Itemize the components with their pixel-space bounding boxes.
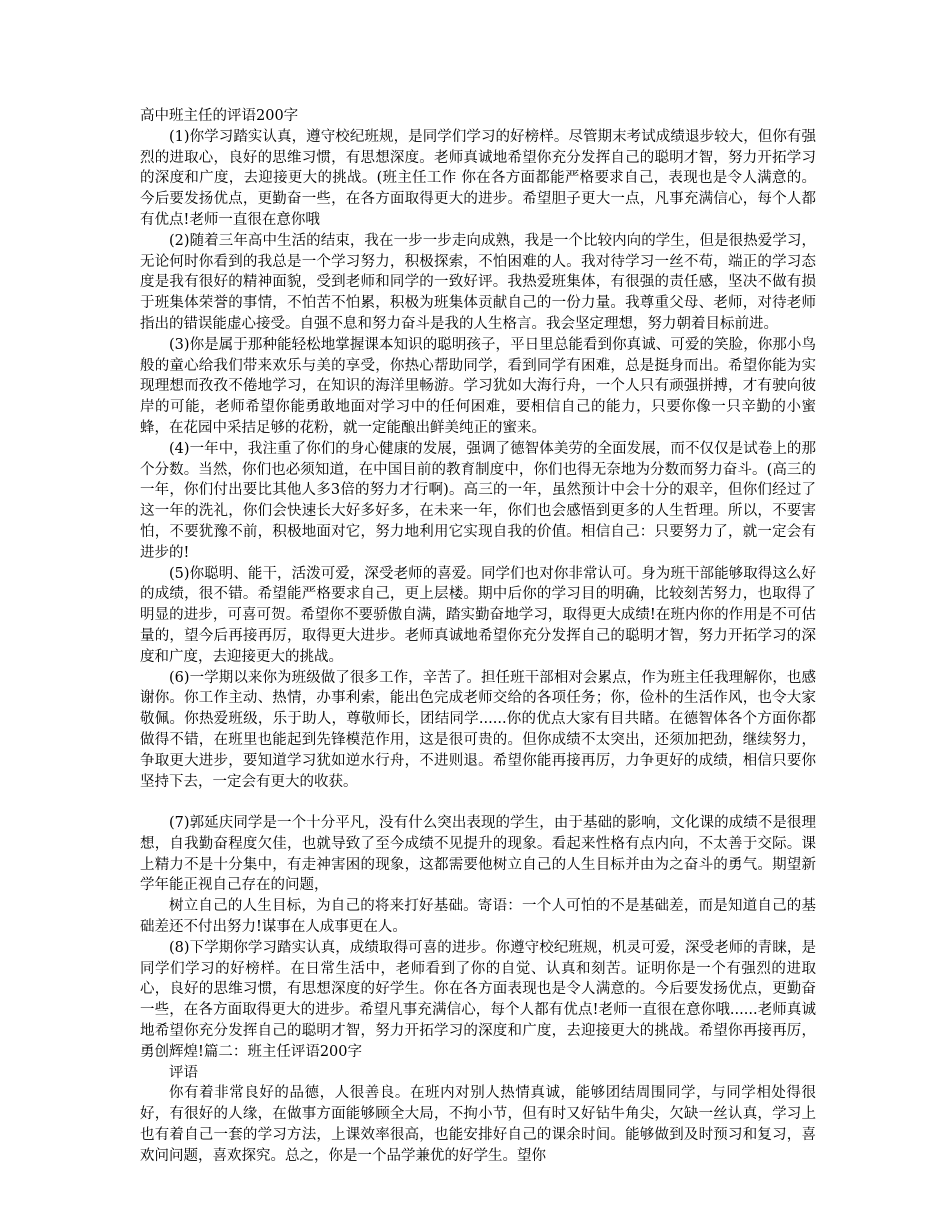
paragraph-2: (2)随着三年高中生活的结束，我在一步一步走向成熟，我是一个比较内向的学生，但是很热爱学习，无论何时你看到的我总是一个学习努力，积极探索，不怕困难的人。我对待学习一丝不苟，端正的学习态度是我有很好的精神面貌，受到老师和同学的一致好评。我热爱班集体，有很强的责任感，坚决不做有损于班集体荣誉的事情，不怕苦不怕累，积极为班集体贡献自己的一份力量。我尊重父母、老师，对待老师指出的错误能虚心接受。自强不息和努力奋斗是我的人生格言。我会坚定理想，努力朝着目标前进。 [140,232,816,332]
section-heading-comment: 评语 [169,1064,198,1081]
paragraph-7-continued: 树立自己的人生目标，为自己的将来打好基础。寄语：一个人可怕的不是基础差，而是知道自己的基础差还不付出努力!谋事在人成事更在人。 [140,898,816,936]
paragraph-4: (4)一年中，我注重了你们的身心健康的发展，强调了德智体美劳的全面发展，而不仅仅是试卷上的那个分数。当然，你们也必须知道，在中国目前的教育制度中，你们也得无奈地为分数而努力奋斗。(高三的一年，你们付出要比其他人多3倍的努力才行啊)。高三的一年，虽然预计中会十分的艰辛，但你们经过了这一年的洗礼，你们会快速长大好多好多，在未来一年，你们也会感悟到更多的人生哲理。所以，不要害怕，不要犹豫不前，积极地面对它，努力地利用它实现自我的价值。相信自己：只要努力了，就一定会有进步的! [140,440,816,561]
paragraph-6: (6)一学期以来你为班级做了很多工作，辛苦了。担任班干部相对会累点，作为班主任我理解你，也感谢你。你工作主动、热情，办事利索，能出色完成老师交给的各项任务；你，俭朴的生活作风，也令大家敬佩。你热爱班级，乐于助人，尊敬师长，团结同学......你的优点大家有目共睹。在德智体各个方面你都做得不错，在班里也能起到先锋模范作用，这是很可贵的。但你成绩不太突出，还须加把劲，继续努力，争取更大进步，要知道学习犹如逆水行舟，不进则退。希望你能再接再厉，力争更好的成绩，相信只要你坚持下去，一定会有更大的收获。 [140,669,816,790]
paragraph-comment-body: 你有着非常良好的品德，人很善良。在班内对别人热情真诚，能够团结周围同学，与同学相处得很好，有很好的人缘，在做事方面能够顾全大局，不拘小节，但有时又好钻牛角尖，欠缺一丝认真，学习上也有着自己一套的学习方法，上课效率很高，也能安排好自己的课余时间。能够做到及时预习和复习，喜欢问问题，喜欢探究。总之，你是一个品学兼优的好学生。望你 [140,1085,816,1164]
document-page [140,106,816,1167]
paragraph-8: (8)下学期你学习踏实认真，成绩取得可喜的进步。你遵守校纪班规，机灵可爱，深受老师的青睐，是同学们学习的好榜样。在日常生活中，老师看到了你的自觉、认真和刻苦。证明你是一个有强烈的进取心，良好的思维习惯，有思想深度的好学生。你在各方面表现也是令人满意的。今后要发扬优点，更勤奋一些，在各方面取得更大的进步。希望凡事充满信心，每个人都有优点!老师一直很在意你哦......老师真诚地希望你充分发挥自己的聪明才智，努力开拓学习的深度和广度，去迎接更大的挑战。希望你再接再厉，勇创辉煌!篇二：班主任评语200字 [140,939,816,1060]
paragraph-3: (3)你是属于那种能轻松地掌握课本知识的聪明孩子，平日里总能看到你真诚、可爱的笑脸，你那小鸟般的童心给我们带来欢乐与美的享受，你热心帮助同学，看到同学有困难，总是挺身而出。希望你能为实现理想而孜孜不倦地学习，在知识的海洋里畅游。学习犹如大海行舟，一个人只有顽强拼搏，才有驶向彼岸的可能，老师希望你能勇敢地面对学习中的任何困难，要相信自己的能力，只要你像一只辛勤的小蜜蜂，在花园中采拮足够的花粉，就一定能酿出鲜美纯正的蜜来。 [140,336,816,436]
paragraph-5: (5)你聪明、能干，活泼可爱，深受老师的喜爱。同学们也对你非常认可。身为班干部能够取得这么好的成绩，很不错。希望能严格要求自己，更上层楼。期中后你的学习目的明确，比较刻苦努力，也取得了明显的进步，可喜可贺。希望你不要骄傲自满，踏实勤奋地学习，取得更大成绩!在班内你的作用是不可估量的，望今后再接再厉，取得更大进步。老师真诚地希望你充分发挥自己的聪明才智，努力开拓学习的深度和广度，去迎接更大的挑战。 [140,565,816,665]
document-title: 高中班主任的评语200字 [140,108,299,124]
paragraph-1: (1)你学习踏实认真，遵守校纪班规，是同学们学习的好榜样。尽管期末考试成绩退步较大，但你有强烈的进取心，良好的思维习惯，有思想深度。老师真诚地希望你充分发挥自己的聪明才智，努力开拓学习的深度和广度，去迎接更大的挑战。(班主任工作 你在各方面都能严格要求自己，表现也是令人满意的。今后要发扬优点，更勤奋一些，在各方面取得更大的进步。希望胆子更大一点，凡事充满信心，每个人都有优点!老师一直很在意你哦 [140,128,816,228]
paragraph-7: (7)郭延庆同学是一个十分平凡，没有什么突出表现的学生，由于基础的影响，文化课的成绩不是很理想，自我勤奋程度欠佳，也就导致了至今成绩不见提升的现象。看起来性格有点内向，不太善于交际。课上精力不是十分集中，有走神害困的现象，这都需要他树立自己的人生目标并由为之奋斗的勇气。期望新学年能正视自己存在的问题， [140,815,816,894]
